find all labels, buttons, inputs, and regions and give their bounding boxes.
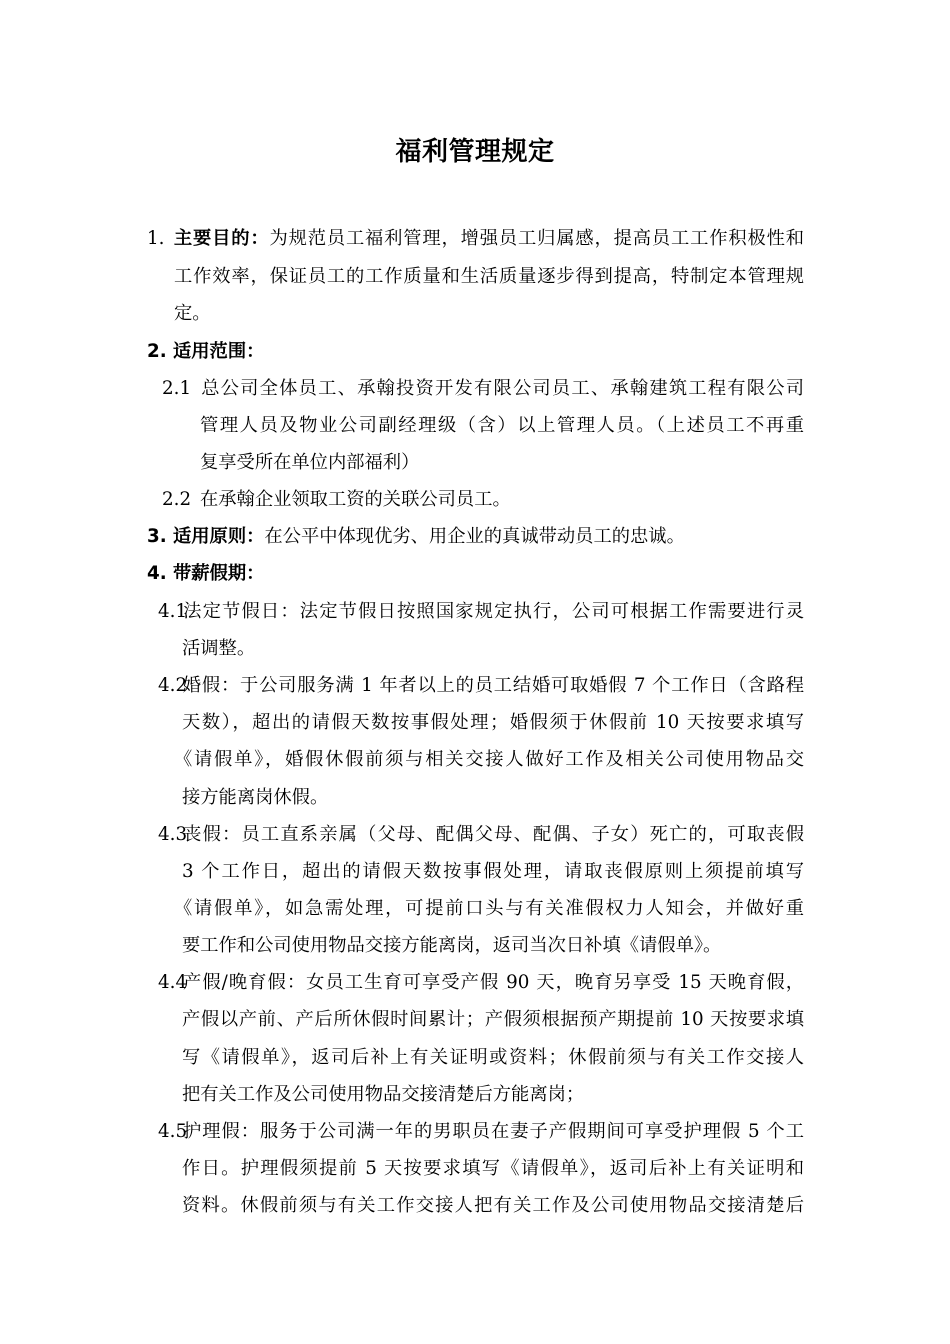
section-1-line-1 xyxy=(147,226,804,252)
item-4-5-line-3: 资料。休假前须与有关工作交接人把有关工作及公司使用物品交接清楚后 xyxy=(182,1195,804,1216)
item-4-5-line-2: 作日。护理假须提前 5 天按要求填写《请假单》，返司后补上有关证明和 xyxy=(182,1158,804,1179)
item-4-2-line-3: 《请假单》，婚假休假前须与相关交接人做好工作及相关公司使用物品交 xyxy=(174,749,804,770)
item-4-2-line-4: 接方能离岗休假。 xyxy=(182,787,329,808)
section-2-heading: 适用范围： xyxy=(173,341,265,362)
section-4-heading-line xyxy=(147,561,264,587)
section-1-number: 1. xyxy=(147,228,165,249)
section-1-text: 为规范员工福利管理，增强员工归属感，提高员工工作积极性和 xyxy=(269,228,805,249)
item-2-1-line-3: 复享受所在单位内部福利） xyxy=(200,452,420,473)
item-4-4-number: 4.4 xyxy=(158,972,188,993)
item-2-1-line-1 xyxy=(162,376,804,402)
section-2-heading-line xyxy=(147,339,264,365)
item-2-2-number: 2.2 xyxy=(162,489,192,510)
item-4-4-line-2: 产假以产前、产后所休假时间累计；产假须根据预产期提前 10 天按要求填 xyxy=(182,1009,804,1030)
item-4-3-line-2: 3 个工作日，超出的请假天数按事假处理，请取丧假原则上须提前填写 xyxy=(182,861,804,882)
item-4-3-text: 丧假：员工直系亲属（父母、配偶父母、配偶、子女）死亡的，可取丧假 xyxy=(182,824,804,845)
item-4-2-line-2: 天数），超出的请假天数按事假处理；婚假须于休假前 10 天按要求填写 xyxy=(182,712,804,733)
item-4-1-line-2: 活调整。 xyxy=(182,638,256,659)
section-1-line-2: 工作效率，保证员工的工作质量和生活质量逐步得到提高，特制定本管理规 xyxy=(174,266,804,287)
item-4-1-line-1 xyxy=(158,599,804,625)
item-4-3-line-1 xyxy=(158,822,804,848)
item-2-1-text: 总公司全体员工、承翰投资开发有限公司员工、承翰建筑工程有限公司 xyxy=(200,378,804,399)
item-4-4-line-4: 把有关工作及公司使用物品交接清楚后方能离岗； xyxy=(182,1084,585,1105)
section-4-heading: 带薪假期： xyxy=(173,563,265,584)
item-2-2-line-1 xyxy=(162,487,511,513)
section-3-text: 在公平中体现优劣、用企业的真诚带动员工的忠诚。 xyxy=(264,526,685,547)
item-4-3-line-3: 《请假单》，如急需处理，可提前口头与有关准假权力人知会，并做好重 xyxy=(174,898,804,919)
document-title: 福利管理规定 xyxy=(395,137,555,167)
item-4-4-text: 产假/晚育假：女员工生育可享受产假 90 天，晚育另享受 15 天晚育假， xyxy=(182,972,804,993)
item-2-2-text: 在承翰企业领取工资的关联公司员工。 xyxy=(200,489,511,510)
section-1-heading: 主要目的： xyxy=(173,228,270,249)
item-4-2-text: 婚假：于公司服务满 1 年者以上的员工结婚可取婚假 7 个工作日（含路程 xyxy=(182,675,804,696)
item-4-4-line-1 xyxy=(158,970,804,996)
section-3-number: 3. xyxy=(147,526,167,547)
section-4-number: 4. xyxy=(147,563,167,584)
section-1-line-3: 定。 xyxy=(174,303,211,324)
item-4-2-number: 4.2 xyxy=(158,675,188,696)
item-2-1-line-2: 管理人员及物业公司副经理级（含）以上管理人员。（上述员工不再重 xyxy=(200,415,804,436)
item-4-5-line-1 xyxy=(158,1119,804,1145)
item-4-4-line-3: 写《请假单》，返司后补上有关证明或资料；休假前须与有关工作交接人 xyxy=(182,1047,804,1068)
item-4-1-text: 法定节假日：法定节假日按照国家规定执行，公司可根据工作需要进行灵 xyxy=(182,601,804,622)
item-4-3-line-4: 要工作和公司使用物品交接方能离岗，返司当次日补填《请假单》。 xyxy=(182,935,722,956)
item-2-1-number: 2.1 xyxy=(162,378,192,399)
item-4-5-number: 4.5 xyxy=(158,1121,188,1142)
item-4-5-text: 护理假：服务于公司满一年的男职员在妻子产假期间可享受护理假 5 个工 xyxy=(182,1121,804,1142)
section-3-heading: 适用原则： xyxy=(173,526,265,547)
item-4-1-number: 4.1 xyxy=(158,601,188,622)
item-4-3-number: 4.3 xyxy=(158,824,188,845)
section-3-line-1 xyxy=(147,524,685,550)
item-4-2-line-1 xyxy=(158,673,804,699)
section-2-number: 2. xyxy=(147,341,167,362)
